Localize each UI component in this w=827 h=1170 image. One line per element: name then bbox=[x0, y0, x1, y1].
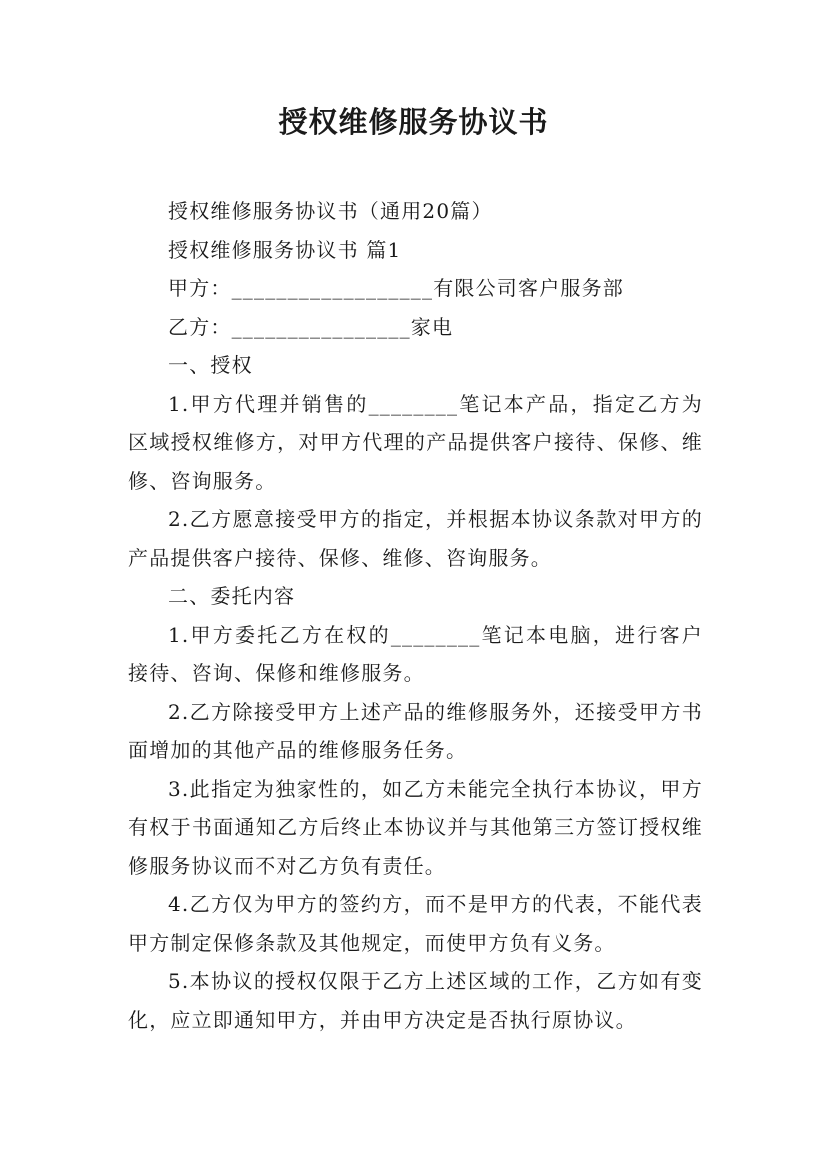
heading-authorization: 一、授权 bbox=[168, 353, 253, 377]
paragraph-doc-subtitle: 授权维修服务协议书（通用20篇） bbox=[168, 199, 493, 223]
paragraph-party-a: 甲方：__________________有限公司客户服务部 bbox=[168, 276, 624, 300]
paragraph-content-3: 3.此指定为独家性的，如乙方未能完全执行本协议，甲方有权于书面通知乙方后终止本协议并与其他第三方签订授权维修服务协议而不对乙方负有责任。 bbox=[128, 776, 703, 878]
paragraph-party-b: 乙方：________________家电 bbox=[168, 314, 454, 339]
paragraph-auth-2: 2.乙方愿意接受甲方的指定，并根据本协议条款对甲方的产品提供客户接待、保修、维修、咨询服务。 bbox=[128, 507, 703, 570]
paragraph-section-label: 授权维修服务协议书 篇1 bbox=[168, 237, 402, 262]
document-body bbox=[128, 192, 703, 1039]
heading-entrusted-content: 二、委托内容 bbox=[168, 584, 296, 608]
document-title: 授权维修服务协议书 bbox=[278, 105, 549, 139]
paragraph-auth-1: 1.甲方代理并销售的________笔记本产品，指定乙方为区域授权维修方，对甲方代理的产品提供客户接待、保修、维修、咨询服务。 bbox=[128, 391, 703, 493]
paragraph-content-2: 2.乙方除接受甲方上述产品的维修服务外，还接受甲方书面增加的其他产品的维修服务任务。 bbox=[128, 699, 703, 762]
paragraph-content-1: 1.甲方委托乙方在权的________笔记本电脑，进行客户接待、咨询、保修和维修服务。 bbox=[128, 622, 703, 685]
paragraph-content-4: 4.乙方仅为甲方的签约方，而不是甲方的代表，不能代表甲方制定保修条款及其他规定，而使甲方负有义务。 bbox=[128, 892, 703, 955]
paragraph-content-5: 5.本协议的授权仅限于乙方上述区域的工作，乙方如有变化，应立即通知甲方，并由甲方决定是否执行原协议。 bbox=[128, 969, 703, 1032]
